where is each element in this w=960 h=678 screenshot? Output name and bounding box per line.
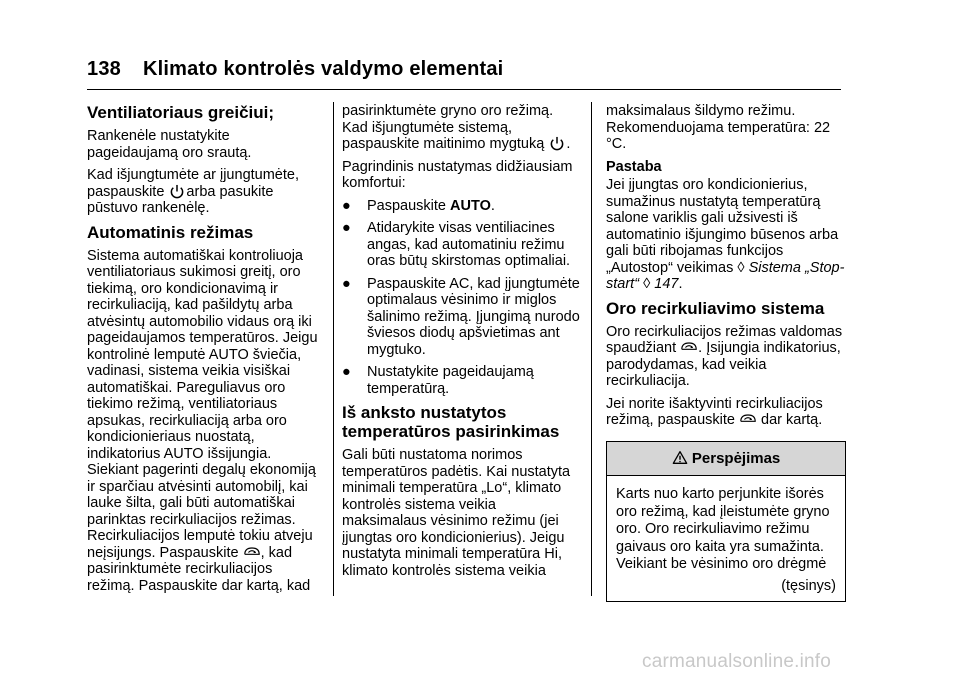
paragraph xyxy=(606,396,846,429)
cross-reference-page[interactable]: 147 xyxy=(654,276,679,292)
column-divider xyxy=(333,102,334,596)
bullet: ● xyxy=(342,364,351,380)
column-2 xyxy=(342,103,580,585)
list-item xyxy=(342,198,580,215)
text: Kad išjungtumėte ar įjungtumėte, paspauskite xyxy=(87,167,299,200)
warning-title: Perspėjimas xyxy=(691,449,781,467)
chapter-title: Klimato kontrolės valdymo elementai xyxy=(142,58,504,80)
cross-reference-icon: ◊ xyxy=(643,276,651,292)
column-3 xyxy=(606,103,846,602)
list-text: Atidarykite visas ventiliacines angas, kad automatiniu režimu oras būtų skirstomas optimaliai. xyxy=(367,220,571,269)
text: . Įsijungia indikatorius, parodydamas, kad veikia recirkuliacija. xyxy=(606,340,841,389)
paragraph: Gali būti nustatoma norimos temperatūros padėtis. Kai nustatyta minimali temperatūra „Lo“, klimato kontrolės sistema veikia maksimalaus vėsinimo režimu (jei įjungtas oro kondicionierius). Jeigu nustatyta minimali temperatūra Hi, klimato kontrolės sistema veikia xyxy=(342,447,571,579)
text: Oro recirkuliacijos režimas valdomas spaudžiant xyxy=(606,323,843,356)
list-text: Paspauskite AUTO. xyxy=(367,197,495,214)
recirculation-icon xyxy=(243,545,261,560)
paragraph: maksimalaus šildymo režimu. Rekomenduojama temperatūra: 22 °C. xyxy=(606,103,831,152)
paragraph xyxy=(606,324,846,390)
note-title: Pastaba xyxy=(606,158,662,175)
text: , kad pasirinktumėte recirkuliacijos režimą. Paspauskite dar kartą, kad xyxy=(87,544,311,594)
list-text: Nustatykite pageidaujamą temperatūrą. xyxy=(367,364,534,397)
column-divider xyxy=(591,102,592,596)
list-item xyxy=(342,276,580,359)
warning-body xyxy=(607,476,845,601)
text: . xyxy=(566,136,571,152)
page-header xyxy=(87,58,503,81)
bullet: ● xyxy=(342,220,351,236)
bullet: ● xyxy=(342,197,351,214)
heading-auto-mode: Automatinis režimas xyxy=(87,222,254,242)
bullet: ● xyxy=(342,275,351,292)
warning-box xyxy=(606,441,846,603)
list-text: Paspauskite AC, kad įjungtumėte optimalaus vėsinimo ir miglos šalinimo režimą. Įjungimą nurodo šviesos diodų apšvietimas ant mygtuko. xyxy=(367,275,580,358)
paragraph xyxy=(87,167,322,217)
recirculation-icon xyxy=(739,412,757,427)
text: dar kartą. xyxy=(761,412,823,428)
list-item xyxy=(342,220,580,270)
text: Sistema automatiškai kontroliuoja ventiliatoriaus sukimosi greitį, oro tiekimą, oro kondicionavimą ir recirkuliaciją, kad pašildytų arba atvėsintų automobilio vidaus orą iki pageidaujamos temperatūros. Jeigu kontrolinė lemputė AUTO šviečia, vadinasi, sistema veikia visiškai automatiškai. Pareguliavus oro tiekimo režimą, ventiliatoriaus apsukas, recirkuliaciją arba oro kondicionieriaus nuostatą, indikatorius AUTO išsijungia. Siekiant pagerinti degalų ekonomiją ir sparčiau atvėsinti automobilį, kai lauke šilta, gali būti automatiškai parinktas recirkuliacijos režimas. Recirkuliacijos lemputė tokiu atveju neįsijungs. Paspauskite xyxy=(87,247,318,561)
paragraph: Pagrindinis nustatymas didžiausiam komfortui: xyxy=(342,158,573,191)
warning-triangle-icon xyxy=(672,450,688,465)
watermark: carmanualsonline.info xyxy=(642,651,832,672)
page-number: 138 xyxy=(87,58,121,80)
text: arba pasukite pūstuvo rankenėlę. xyxy=(87,183,274,216)
paragraph xyxy=(342,103,580,153)
cross-reference-link[interactable]: Sistema „Stop-start“ xyxy=(606,259,845,292)
heading-fan-speed: Ventiliatoriaus greičiui; xyxy=(87,103,275,122)
recirculation-icon xyxy=(680,340,698,355)
heading-preset-temperature: Iš anksto nustatytos temperatūros pasirinkimas xyxy=(342,403,560,441)
paragraph xyxy=(87,248,322,595)
paragraph: Rankenėle nustatykite pageidaujamą oro srautą. xyxy=(87,128,252,161)
text: . xyxy=(678,276,683,292)
heading-recirculation: Oro recirkuliavimo sistema xyxy=(606,298,825,318)
power-icon xyxy=(168,184,186,199)
cross-reference-icon: ◊ xyxy=(737,259,745,276)
list-item xyxy=(342,364,580,397)
header-rule xyxy=(87,89,841,90)
column-1 xyxy=(87,103,322,600)
text: Jei norite išaktyvinti recirkuliacijos režimą, paspauskite xyxy=(606,395,823,428)
warning-header xyxy=(607,442,845,477)
power-icon xyxy=(548,136,566,151)
continued-label: (tęsinys) xyxy=(781,577,836,594)
paragraph xyxy=(606,177,846,293)
text: Jei įjungtas oro kondicionierius, sumažinus nustatytą temperatūrą salone variklis gali užsivesti iš automatinio išjungimo būsenos arba gali būti ribojamas funkcijos „Autostop“ veikimas xyxy=(606,177,839,276)
text: pasirinktumėte gryno oro režimą. Kad išjungtumėte sistemą, paspauskite maitinimo mygtuką xyxy=(342,103,554,152)
warning-text: Karts nuo karto perjunkite išorės oro režimą, kad įleistumėte gryno oro. Oro recirkuliavimo režimu gaivaus oro kaita yra sumažinta. Veikiant be vėsinimo oro drėgmė xyxy=(616,486,830,572)
